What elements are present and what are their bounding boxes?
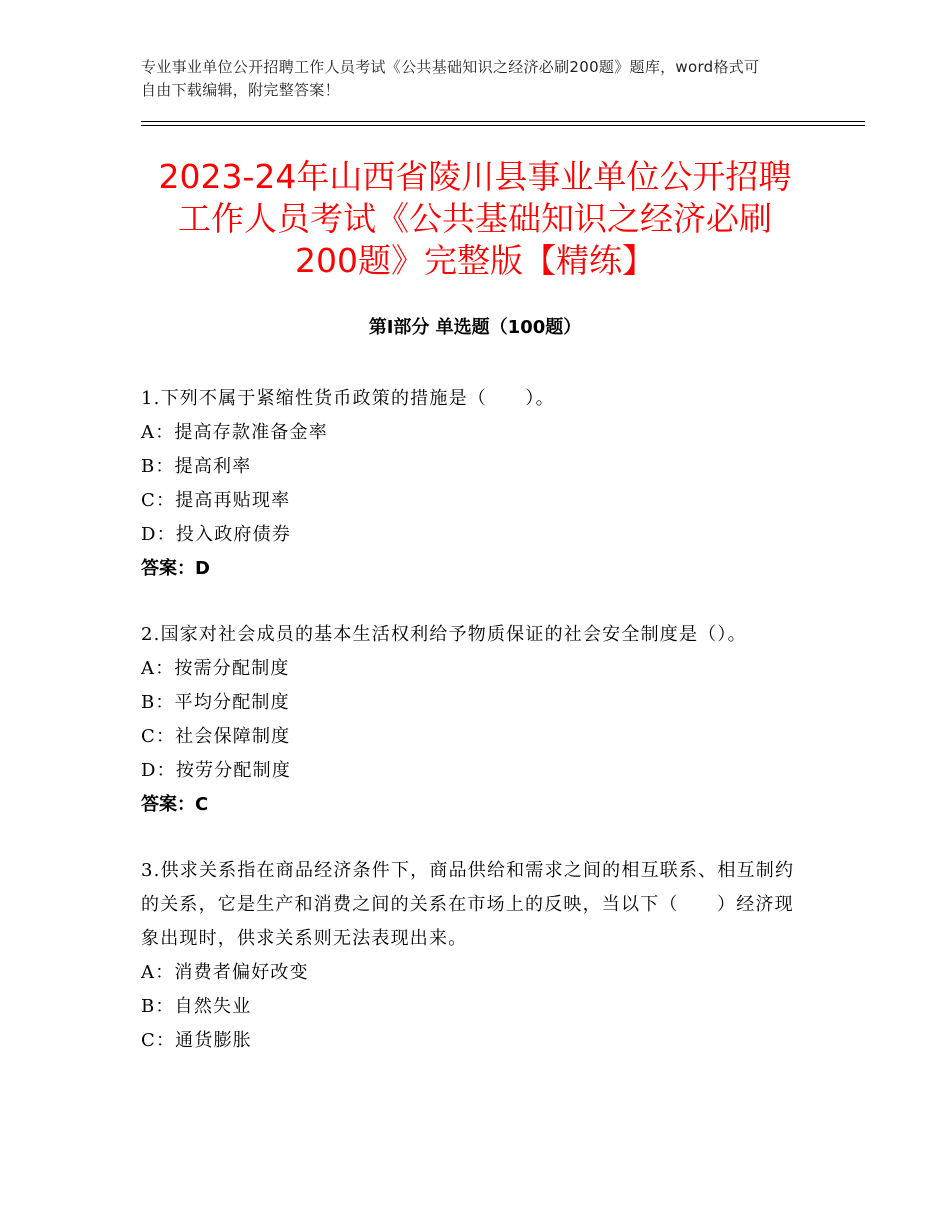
title-line-3: 200题》完整版【精练】: [295, 241, 655, 280]
option-b: B：平均分配制度: [141, 692, 290, 713]
option-a: A：提高存款准备金率: [141, 422, 328, 443]
option-c: C：社会保障制度: [141, 726, 291, 747]
header-note: 专业事业单位公开招聘工作人员考试《公共基础知识之经济必刷200题》题库，word格式可自由下载编辑，附完整答案！: [141, 58, 760, 99]
option-c: C：通货膨胀: [141, 1030, 252, 1051]
title-line-1: 2023-24年山西省陵川县事业单位公开招聘: [158, 157, 792, 196]
answer: 答案：C: [141, 794, 209, 815]
option-c: C：提高再贴现率: [141, 490, 291, 511]
option-b: B：自然失业: [141, 996, 252, 1017]
question-text: 2.国家对社会成员的基本生活权利给予物质保证的社会安全制度是（）。: [141, 624, 747, 645]
header-divider-top: [141, 121, 865, 122]
option-a: A：按需分配制度: [141, 658, 290, 679]
option-d: D：投入政府债券: [141, 524, 292, 545]
document-title: [100, 156, 850, 282]
option-a: A：消费者偏好改变: [141, 962, 309, 983]
header-divider-bottom: [141, 125, 865, 126]
question-text: 1.下列不属于紧缩性货币政策的措施是（ ）。: [141, 388, 555, 409]
answer: 答案：D: [141, 558, 210, 579]
question-2: [141, 618, 801, 822]
question-list: [141, 382, 801, 1090]
question-3: [141, 854, 801, 1058]
title-line-2: 工作人员考试《公共基础知识之经济必刷: [178, 199, 772, 238]
question-1: [141, 382, 801, 586]
option-b: B：提高利率: [141, 456, 252, 477]
option-d: D：按劳分配制度: [141, 760, 292, 781]
section-heading: 第Ⅰ部分 单选题（100题）: [368, 317, 582, 338]
question-text: 3.供求关系指在商品经济条件下，商品供给和需求之间的相互联系、相互制约的关系，它是生产和消费之间的关系在市场上的反映，当以下（ ）经济现象出现时，供求关系则无法表现出来。: [141, 860, 795, 949]
